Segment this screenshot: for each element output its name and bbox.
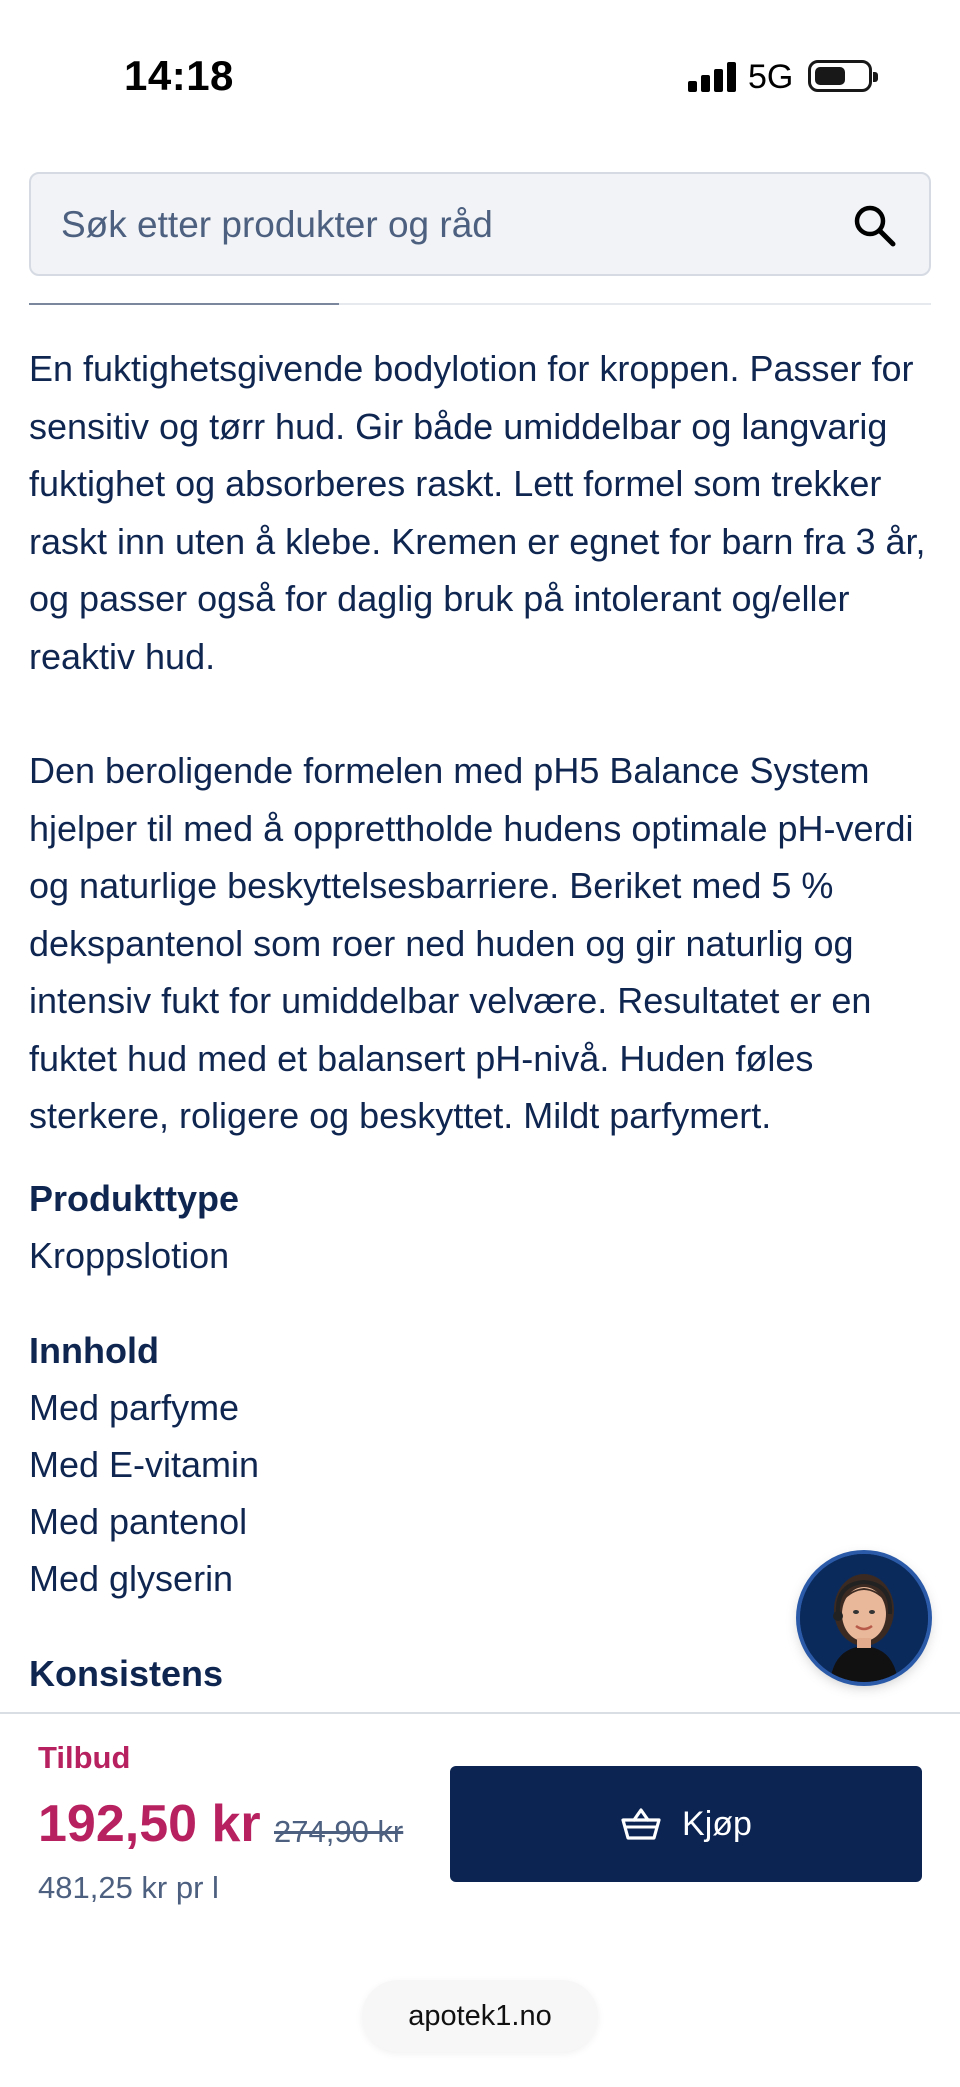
buy-button-label: Kjøp <box>682 1804 752 1843</box>
browser-url-bar[interactable] <box>362 1980 598 2052</box>
buy-button[interactable] <box>450 1766 922 1882</box>
search-icon[interactable] <box>853 204 897 248</box>
spec-title: Produkttype <box>29 1177 240 1219</box>
spec-title: Innhold <box>29 1329 159 1371</box>
unit-price: 481,25 kr pr l <box>38 1870 219 1905</box>
spec-value: Med E-vitamin <box>29 1443 260 1485</box>
spec-value: Kroppslotion <box>29 1234 230 1276</box>
spec-value: Med glyserin <box>29 1557 234 1599</box>
spec-title: Konsistens <box>29 1652 224 1694</box>
agent-photo-icon <box>800 1554 928 1682</box>
battery-icon <box>808 60 872 92</box>
basket-icon <box>620 1806 662 1842</box>
product-description <box>29 340 931 1702</box>
chat-agent-avatar[interactable] <box>800 1554 928 1682</box>
offer-badge: Tilbud <box>38 1740 131 1775</box>
status-time: 14:18 <box>124 52 234 99</box>
spec-product-type <box>29 1170 931 1284</box>
description-paragraph: Den beroligende formelen med pH5 Balance System hjelper til med å opprettholde hudens optimale pH-verdi og naturlige beskyttelsesbarriere. Beriket med 5 % dekspantenol som roer ned huden og gir naturlig og intensiv fukt for umiddelbar velvære. Resultatet er en fuktet hud med et balansert pH-nivå. Huden føles sterkere, roligere og beskyttet. Mildt parfymert. <box>29 750 914 1136</box>
purchase-bar <box>0 1712 960 1952</box>
status-bar <box>0 0 960 150</box>
spec-contents <box>29 1322 931 1607</box>
current-price: 192,50 kr <box>38 1795 261 1853</box>
search-placeholder: Søk etter produkter og råd <box>61 204 493 245</box>
tab-active-indicator <box>29 303 339 305</box>
old-price: 274,90 kr <box>274 1814 404 1849</box>
description-paragraph: En fuktighetsgivende bodylotion for kroppen. Passer for sensitiv og tørr hud. Gir både umiddelbar og langvarig fuktighet og absorberes raskt. Lett formel som trekker raskt inn uten å klebe. Kremen er egnet for barn fra 3 år, og passer også for daglig bruk på intolerant og/eller reaktiv hud. <box>29 348 926 677</box>
spec-consistency <box>29 1645 931 1702</box>
cellular-signal-icon <box>688 62 736 92</box>
spec-value: Med pantenol <box>29 1500 248 1542</box>
search-input[interactable] <box>29 172 931 276</box>
network-type: 5G <box>748 58 794 96</box>
spec-value: Med parfyme <box>29 1386 240 1428</box>
url-text: apotek1.no <box>408 1999 552 2032</box>
